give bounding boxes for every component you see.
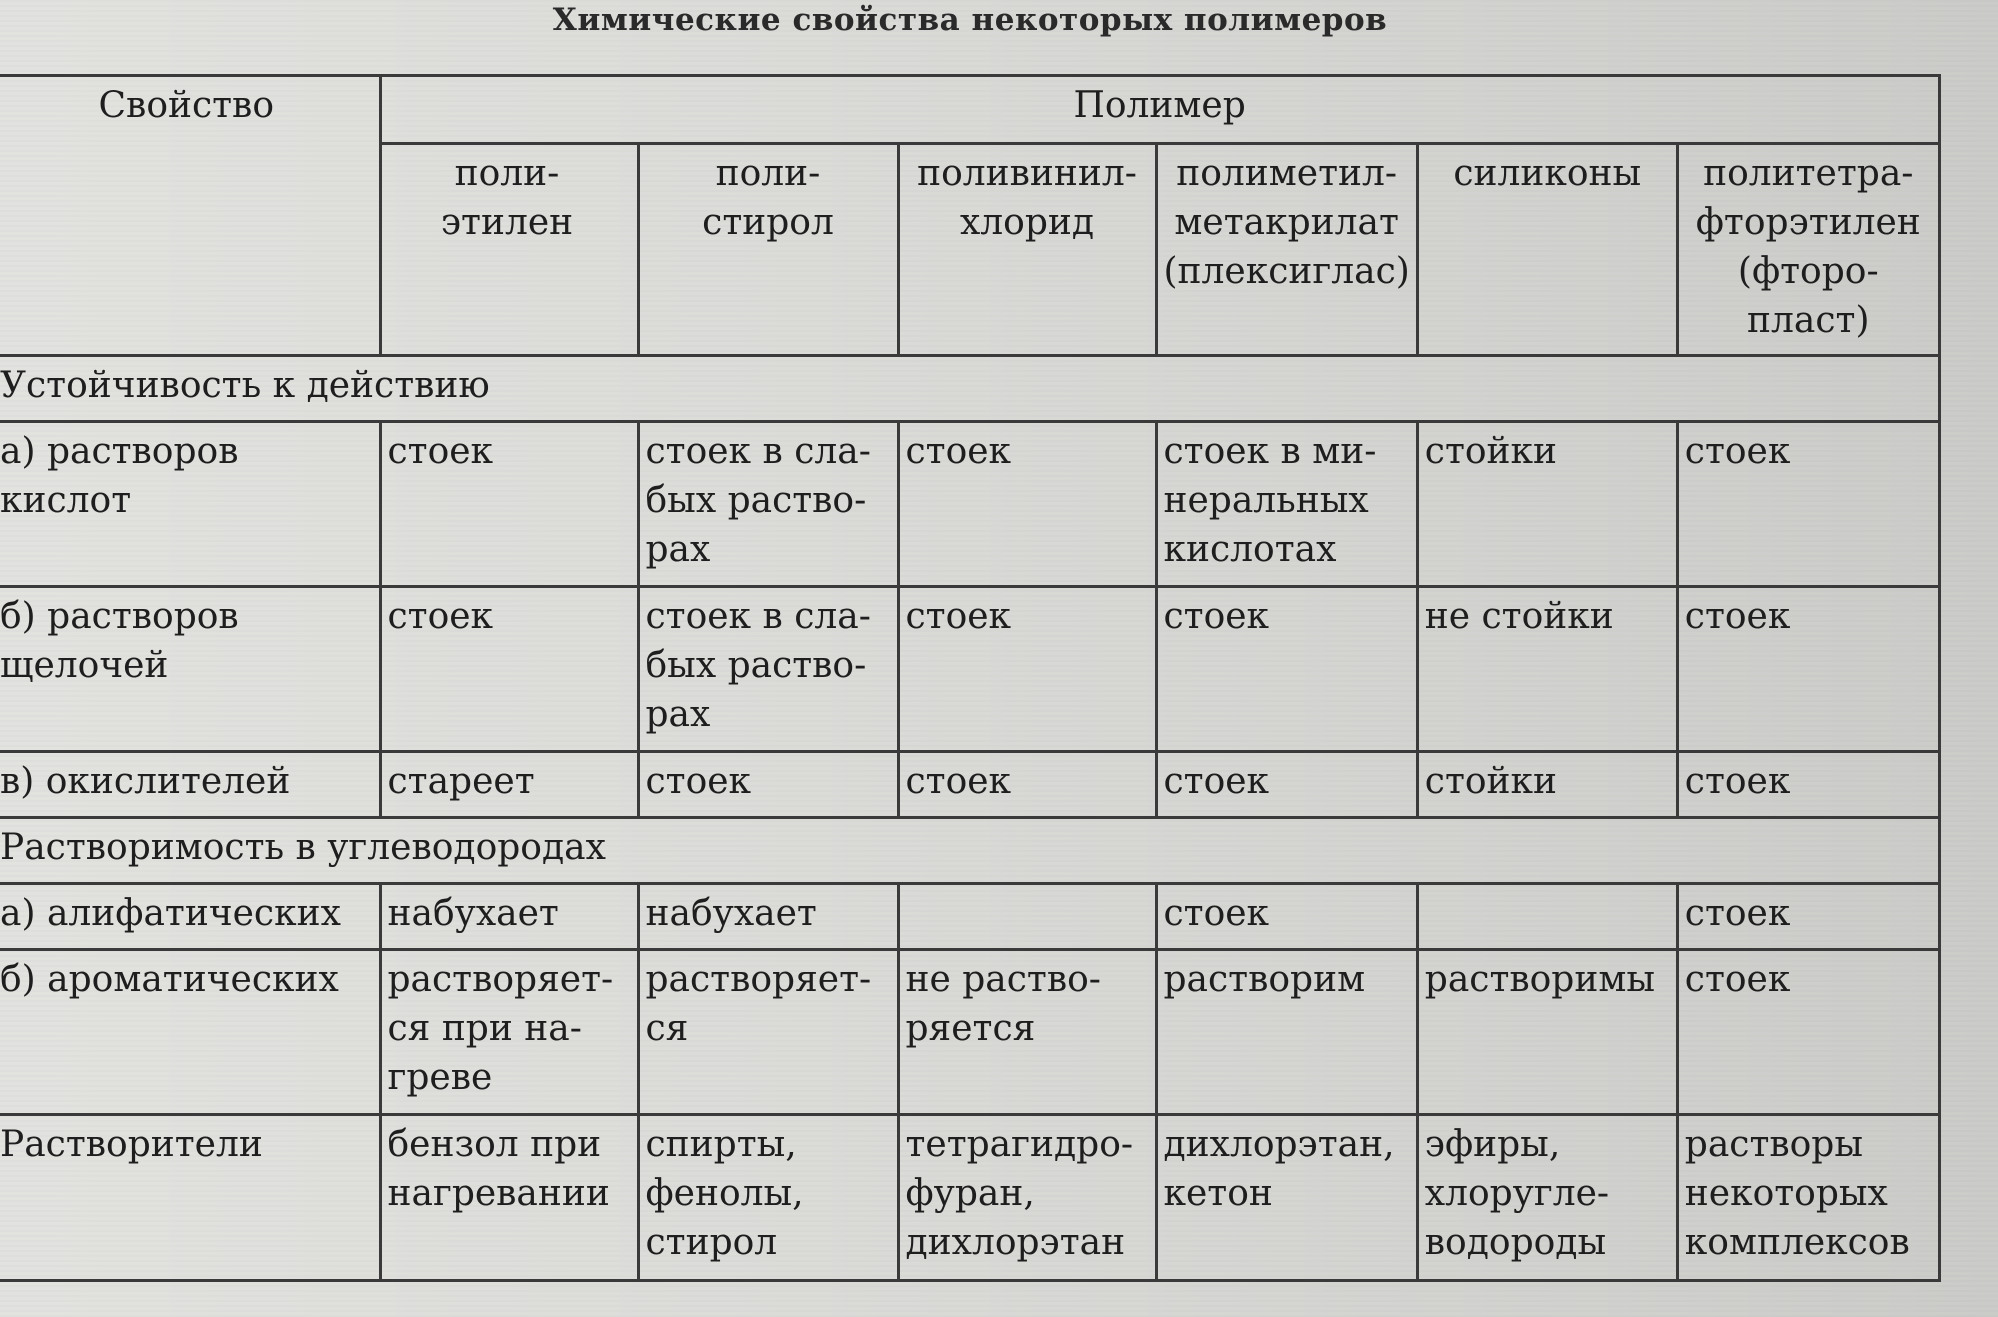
- table-row-alkalis: [0, 587, 1939, 752]
- cell-oxidizers-silicones: стойки: [1417, 752, 1677, 818]
- cell-alkalis-silicones: не стойки: [1417, 587, 1677, 752]
- polymer-properties-table: [0, 74, 1941, 1282]
- row-label-oxidizers: в) окислителей: [0, 752, 380, 818]
- cell-aliphatic-polystyrene: набухает: [638, 884, 898, 950]
- table-row-acids: [0, 422, 1939, 587]
- cell-aliphatic-polyethylene: набухает: [380, 884, 638, 950]
- cell-alkalis-pmma: стоек: [1156, 587, 1417, 752]
- header-polystyrene: поли- стирол: [638, 144, 898, 356]
- cell-aliphatic-ptfe: стоек: [1677, 884, 1939, 950]
- cell-alkalis-pvc: стоек: [898, 587, 1156, 752]
- cell-aliphatic-pvc: [898, 884, 1156, 950]
- cell-aromatic-ptfe: стоек: [1677, 950, 1939, 1115]
- cell-acids-polyethylene: стоек: [380, 422, 638, 587]
- cell-acids-polystyrene: стоек в сла- бых раство- рах: [638, 422, 898, 587]
- cell-solvents-polystyrene: спирты, фенолы, стирол: [638, 1115, 898, 1281]
- header-pvc: поливинил- хлорид: [898, 144, 1156, 356]
- section-row-solubility: [0, 818, 1939, 884]
- header-pmma: полиметил- метакрилат (плексиглас): [1156, 144, 1417, 356]
- section-row-resistance: [0, 356, 1939, 422]
- cell-alkalis-polystyrene: стоек в сла- бых раство- рах: [638, 587, 898, 752]
- cell-solvents-silicones: эфиры, хлоругле- водороды: [1417, 1115, 1677, 1281]
- row-label-aliphatic: а) алифатических: [0, 884, 380, 950]
- section-solubility: Растворимость в углеводородах: [0, 818, 1939, 884]
- cell-acids-silicones: стойки: [1417, 422, 1677, 587]
- cell-solvents-polyethylene: бензол при нагревании: [380, 1115, 638, 1281]
- header-polymer: Полимер: [380, 76, 1939, 144]
- table-title: Химические свойства некоторых полимеров: [552, 2, 1388, 38]
- cell-acids-pmma: стоек в ми- неральных кислотах: [1156, 422, 1417, 587]
- cell-oxidizers-pmma: стоек: [1156, 752, 1417, 818]
- cell-aromatic-pvc: не раство- ряется: [898, 950, 1156, 1115]
- cell-aromatic-polystyrene: растворяет- ся: [638, 950, 898, 1115]
- header-property: Свойство: [0, 76, 380, 356]
- row-label-aromatic: б) ароматических: [0, 950, 380, 1115]
- row-label-acids: а) растворов кислот: [0, 422, 380, 587]
- cell-alkalis-polyethylene: стоек: [380, 587, 638, 752]
- header-row-top: [0, 76, 1939, 144]
- cell-aromatic-polyethylene: растворяет- ся при на- греве: [380, 950, 638, 1115]
- cell-solvents-pmma: дихлорэтан, кетон: [1156, 1115, 1417, 1281]
- cell-oxidizers-polystyrene: стоек: [638, 752, 898, 818]
- row-label-alkalis: б) растворов щелочей: [0, 587, 380, 752]
- table-row-oxidizers: [0, 752, 1939, 818]
- cell-aliphatic-silicones: [1417, 884, 1677, 950]
- table-row-solvents: [0, 1115, 1939, 1281]
- cell-acids-ptfe: стоек: [1677, 422, 1939, 587]
- cell-solvents-pvc: тетрагидро- фуран, дихлорэтан: [898, 1115, 1156, 1281]
- table-row-aliphatic: [0, 884, 1939, 950]
- cell-oxidizers-pvc: стоек: [898, 752, 1156, 818]
- table-row-aromatic: [0, 950, 1939, 1115]
- header-polyethylene: поли- этилен: [380, 144, 638, 356]
- section-resistance: Устойчивость к действию: [0, 356, 1939, 422]
- header-silicones: силиконы: [1417, 144, 1677, 356]
- row-label-solvents: Растворители: [0, 1115, 380, 1281]
- cell-acids-pvc: стоек: [898, 422, 1156, 587]
- cell-aromatic-pmma: растворим: [1156, 950, 1417, 1115]
- cell-oxidizers-polyethylene: стареет: [380, 752, 638, 818]
- cell-aromatic-silicones: растворимы: [1417, 950, 1677, 1115]
- cell-aliphatic-pmma: стоек: [1156, 884, 1417, 950]
- cell-alkalis-ptfe: стоек: [1677, 587, 1939, 752]
- cell-oxidizers-ptfe: стоек: [1677, 752, 1939, 818]
- header-ptfe: политетра- фторэтилен (фторо- пласт): [1677, 144, 1939, 356]
- cell-solvents-ptfe: растворы некоторых комплексов: [1677, 1115, 1939, 1281]
